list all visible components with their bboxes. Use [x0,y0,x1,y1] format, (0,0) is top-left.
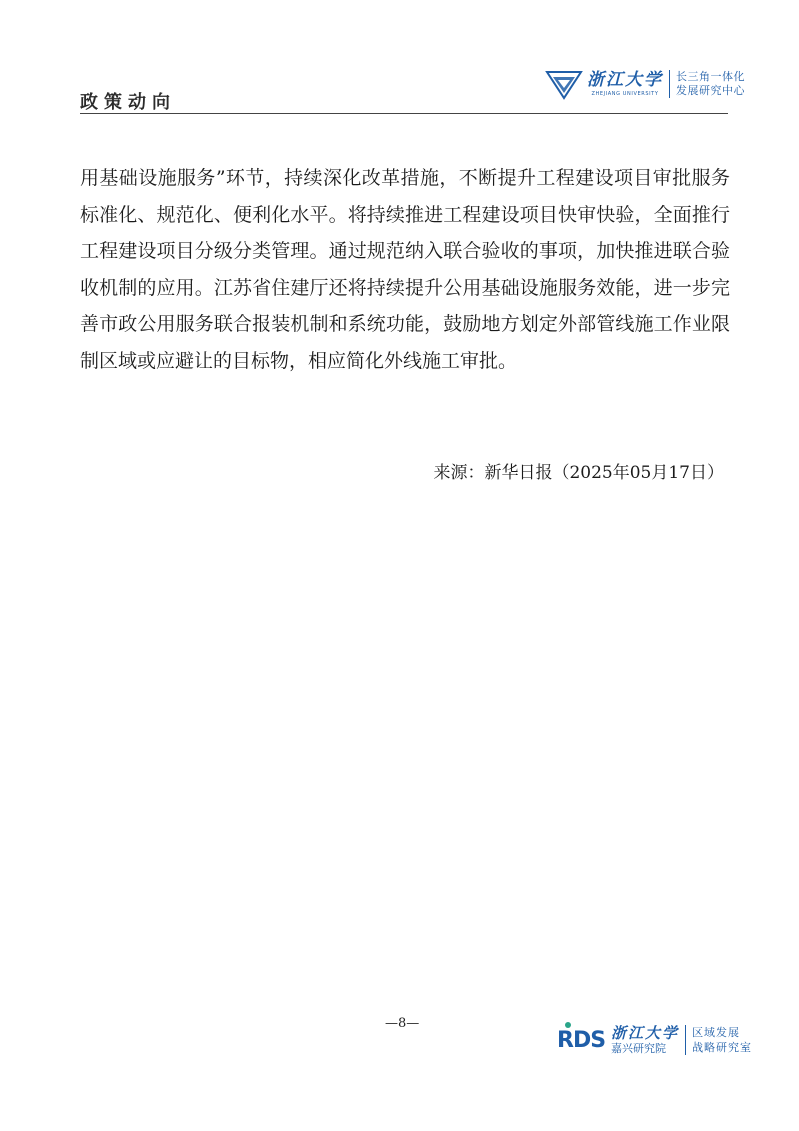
page-number: —8— [385,1016,420,1031]
footer-lab-name [692,1025,752,1055]
header-divider [80,113,728,114]
rds-mark: RDS [557,1027,606,1053]
zju-name-en: ZHEJIANG UNIVERSITY [591,91,659,97]
center-name [676,70,745,98]
footer-lab-line2: 战略研究室 [692,1041,753,1054]
rds-logo-icon [557,1028,605,1053]
footer-logo-divider [685,1025,686,1055]
logo-divider [669,70,670,98]
zju-crest-icon [545,68,583,100]
center-name-line2: 发展研究中心 [676,84,745,97]
footer-zju-wordmark [611,1025,679,1056]
article-paragraph: 用基础设施服务”环节，持续深化改革措施，不断提升工程建设项目审批服务标准化、规范化、便利化水平。将持续推进工程建设项目快审快验，全面推行工程建设项目分级分类管理。通过规范纳入联合验收的事项，加快推进联合验收机制的应用。江苏省住建厅还将持续提升公用基础设施服务效能，进一步完善市政公用服务联合报装机制和系统功能，鼓励地方划定外部管线施工作业限制区域或应避让的目标物，相应简化外线施工审批。 [80,167,730,372]
section-title: 政策动向 [80,92,176,113]
zju-wordmark [587,71,663,97]
center-name-line1: 长三角一体化 [676,70,745,83]
footer-zju-name: 浙江大学 [611,1023,680,1042]
zju-name: 浙江大学 [587,70,663,90]
footer-institute: 嘉兴研究院 [611,1041,667,1055]
footer-logo [557,1020,752,1060]
footer-lab-line1: 区域发展 [692,1026,741,1039]
header-logo [545,66,745,102]
article-source: 来源：新华日报（2025年05月17日） [433,463,724,483]
